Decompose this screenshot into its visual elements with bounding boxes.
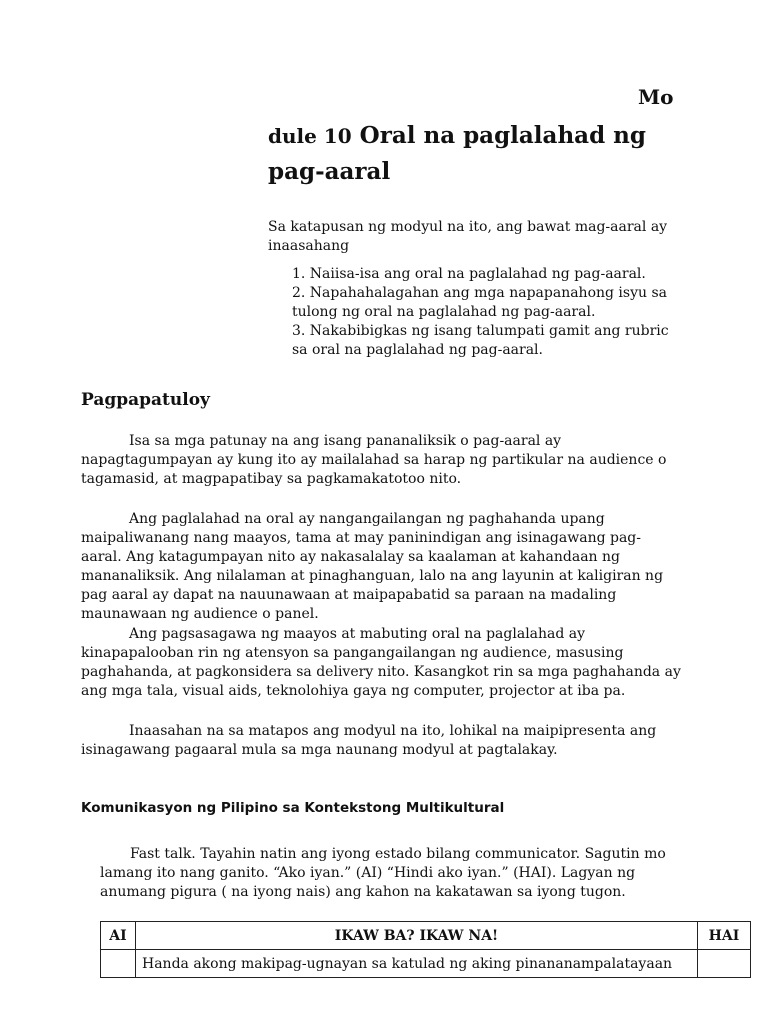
header-statement: IKAW BA? IKAW NA! (136, 922, 698, 950)
header-hai: HAI (698, 922, 751, 950)
objective-item: 1. Naiisa-isa ang oral na paglalahad ng pag-aaral. (292, 266, 646, 282)
module-title (268, 118, 688, 190)
subheading: Komunikasyon ng Pilipino sa Kontekstong Multikultural (81, 800, 505, 816)
fast-talk-instructions: Fast talk. Tayahin natin ang iyong estado bilang communicator. Sagutin mo lamang ito nang ganito. “Ako iyan.” (AI) “Hindi ako iyan.” (HAI). Lagyan ng anumang pigura ( na iyong nais) ang kahon na kakatawan sa iyong tugon. (100, 846, 666, 900)
objectives-list (292, 265, 672, 360)
intro-text: Sa katapusan ng modyul na ito, ang bawat mag-aaral ay inaasahang (268, 219, 668, 254)
table-row (101, 950, 751, 978)
paragraph: Ang pagsasagawa ng maayos at mabuting oral na paglalahad ay kinapapalooban rin ng atensyon sa pangangailangan ng audience, masusing paghahanda, at pagkonsidera sa delivery nito. Kasangkot rin sa mga paghahanda ay ang mga tala, visual aids, teknolohiya gaya ng computer, projector at iba pa. (81, 626, 681, 699)
module-title-fragment: Mo (638, 85, 674, 109)
table-header-row (101, 922, 751, 950)
paragraph: Ang paglalahad na oral ay nangangailangan ng paghahanda upang maipaliwanang nang maayos, tama at may paninindigan ang isinagawang pag-aaral. Ang katagumpayan nito ay nakasalalay sa kaalaman at kahandaan ng mananaliksik. Ang nilalaman at pinaghanguan, lalo na ang layunin at kaligiran ng pag aaral ay dapat na nauunawaan at maipapabatid sa paraan na madaling maunawaan ng audience o panel. (81, 511, 664, 622)
section-heading: Pagpapatuloy (81, 390, 210, 410)
module-number: dule 10 (268, 124, 352, 148)
fast-talk-table (100, 921, 751, 978)
objective-item: 2. Napahahalagahan ang mga napapanahong isyu sa tulong ng oral na paglalahad ng pag-aaral. (292, 285, 667, 320)
objective-item: 3. Nakabibigkas ng isang talumpati gamit ang rubric sa oral na paglalahad ng pag-aaral. (292, 323, 669, 358)
module-topic: Oral na paglalahad ng pag-aaral (268, 122, 646, 185)
paragraph: Inaasahan na sa matapos ang modyul na ito, lohikal na maipipresenta ang isinagawang pagaaral mula sa mga naunang modyul at pagtalakay. (81, 723, 657, 758)
statement-cell: Handa akong makipag-ugnayan sa katulad ng aking pinananampalatayaan (136, 950, 698, 978)
header-ai: AI (101, 922, 136, 950)
paragraph: Isa sa mga patunay na ang isang pananaliksik o pag-aaral ay napagtagumpayan ay kung ito ay mailalahad sa harap ng partikular na audience o tagamasid, at magpapatibay sa pagkamakatotoo nito. (81, 433, 667, 487)
answer-box-hai[interactable] (698, 950, 751, 978)
answer-box-ai[interactable] (101, 950, 136, 978)
